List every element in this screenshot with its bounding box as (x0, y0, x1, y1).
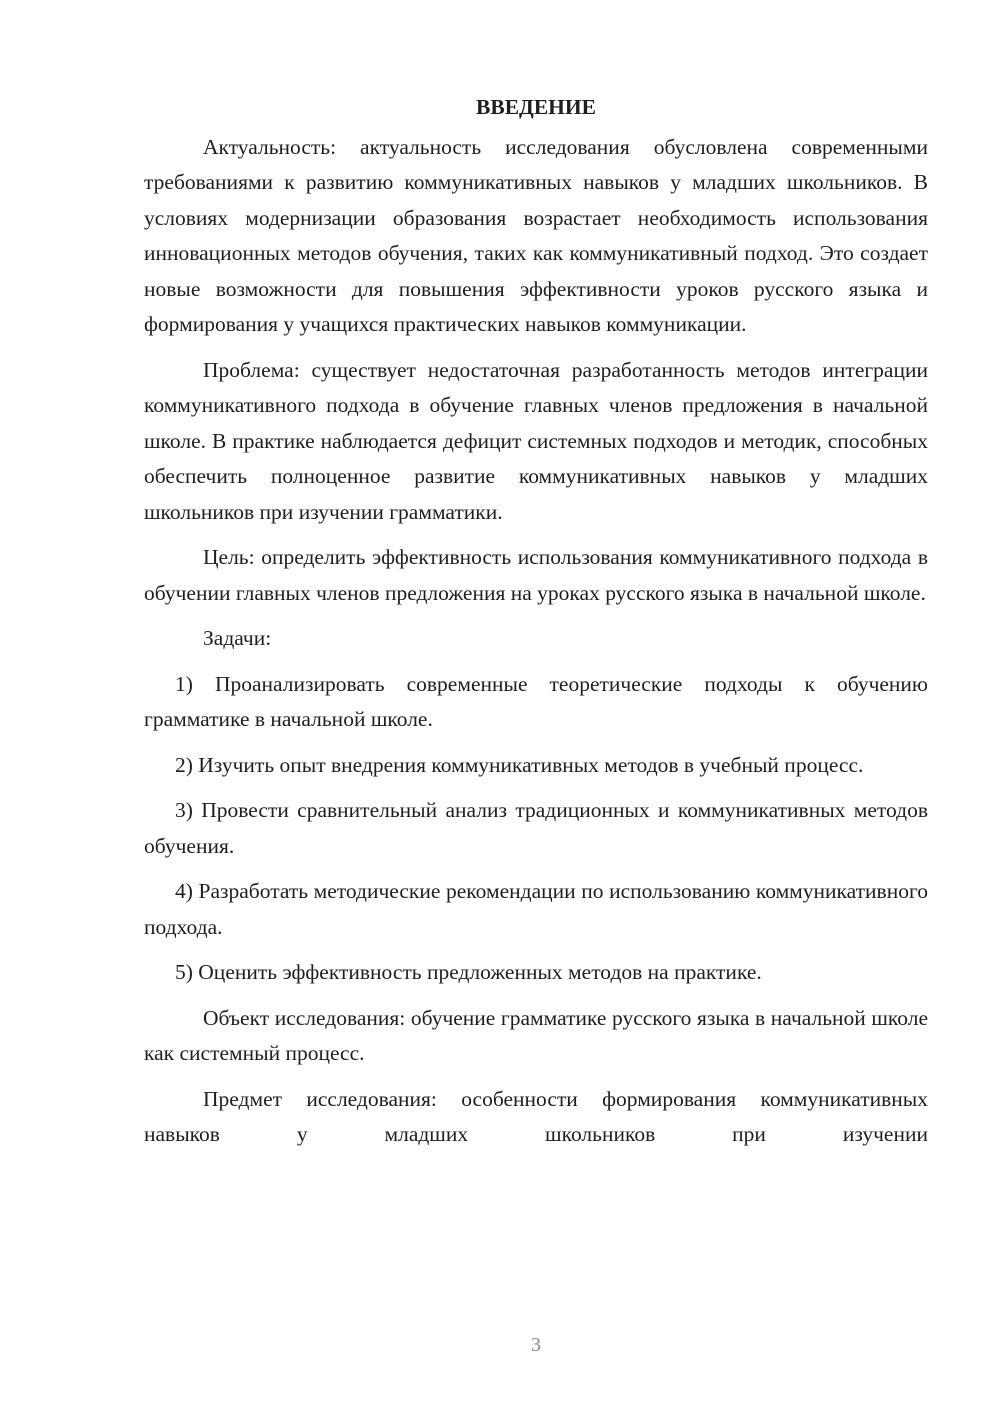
problem-paragraph: Проблема: существует недостаточная разработанность методов интеграции коммуникативного подхода в обучение главных членов предложения в начальной школе. В практике наблюдается дефицит системных подходов и методик, способных обеспечить полноценное развитие коммуникативных навыков у младших школьников при изучении грамматики. (144, 357, 928, 524)
task-item-4: 4) Разработать методические рекомендации по использованию коммуникативного подхода. (144, 879, 928, 939)
goal-paragraph: Цель: определить эффективность использования коммуникативного подхода в обучении главных членов предложения на уроках русского языка в начальной школе. (144, 545, 928, 605)
relevance-paragraph: Актуальность: актуальность исследования обусловлена современными требованиями к развитию коммуникативных навыков у младших школьников. В условиях модернизации образования возрастает необходимость использования инновационных методов обучения, таких как коммуникативный подход. Это создает новые возможности для повышения эффективности уроков русского языка и формирования у учащихся практических навыков коммуникации. (144, 134, 928, 336)
subject-paragraph: Предмет исследования: особенности формирования коммуникативных навыков у младших школьников при изучении (144, 1086, 928, 1146)
tasks-label: Задачи: (203, 626, 272, 650)
task-item-2: 2) Изучить опыт внедрения коммуникативных методов в учебный процесс. (175, 752, 864, 777)
page-number: 3 (531, 1334, 541, 1356)
object-paragraph: Объект исследования: обучение грамматике русского языка в начальной школе как системный процесс. (144, 1005, 928, 1065)
task-item-3: 3) Провести сравнительный анализ традиционных и коммуникативных методов обучения. (144, 798, 928, 858)
document-page (144, 90, 928, 1163)
task-item-5: 5) Оценить эффективность предложенных методов на практике. (175, 960, 762, 984)
task-item-1: 1) Проанализировать современные теоретические подходы к обучению грамматике в начальной школе. (144, 671, 928, 731)
section-heading: ВВЕДЕНИЕ (476, 95, 596, 119)
